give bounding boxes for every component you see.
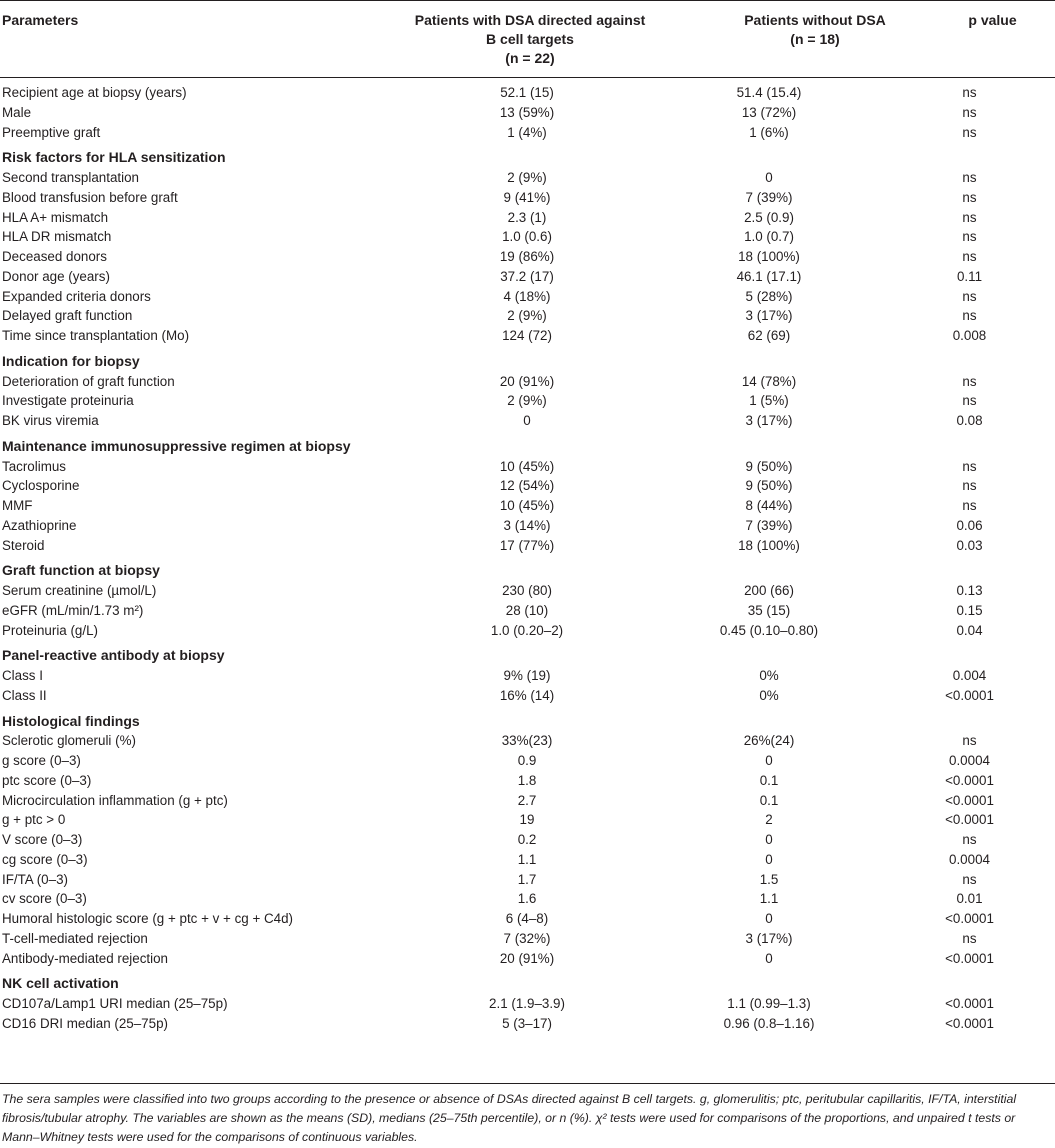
no-dsa-value: 7 (39%) (745, 189, 793, 205)
dsa-value: 9% (19) (503, 668, 551, 683)
p-value: ns (962, 373, 977, 389)
no-dsa-value: 200 (66) (744, 583, 794, 598)
dsa-value: 20 (91%) (499, 950, 555, 966)
row-label: ptc score (0–3) (2, 772, 92, 788)
row-label: V score (0–3) (2, 832, 83, 847)
table-row (0, 326, 1055, 346)
dsa-value: 230 (80) (502, 583, 552, 598)
row-label: CD16 DRI median (25–75p) (2, 1015, 168, 1031)
row-label: Male (2, 104, 32, 120)
table-row (0, 621, 1055, 641)
dsa-value: 1.7 (517, 871, 537, 887)
dsa-value: 12 (54%) (499, 478, 555, 494)
row-label: HLA DR mismatch (2, 229, 112, 245)
table-row (0, 929, 1055, 949)
row-label: HLA A+ mismatch (2, 209, 109, 225)
table-row (0, 83, 1055, 103)
table-row (0, 516, 1055, 536)
p-value: ns (962, 733, 977, 749)
no-dsa-value: 35 (15) (747, 602, 791, 618)
p-value: 0.15 (956, 602, 983, 618)
no-dsa-value: 0 (765, 851, 773, 867)
section-title: NK cell activation (2, 975, 119, 992)
header-p-value: p value (968, 12, 1017, 28)
p-value: <0.0001 (945, 911, 994, 926)
table-row (0, 810, 1055, 830)
header-rule (0, 77, 1055, 78)
p-value: 0.01 (956, 891, 983, 907)
p-value: ns (962, 393, 977, 409)
p-value: 0.03 (956, 537, 983, 553)
no-dsa-value: 0 (765, 950, 773, 966)
row-label: Sclerotic glomeruli (%) (2, 733, 136, 749)
header-dsa-n: (n = 22) (505, 50, 555, 66)
table-row (0, 666, 1055, 686)
header-dsa-line1: Patients with DSA directed against (414, 12, 646, 28)
table-row (0, 306, 1055, 326)
data-table-body (0, 83, 1055, 1034)
table-row (0, 247, 1055, 267)
p-value: ns (962, 229, 977, 245)
row-label: Class I (2, 668, 43, 683)
dsa-value: 2 (9%) (507, 308, 547, 324)
dsa-value: 124 (72) (502, 328, 552, 343)
section-title: Panel-reactive antibody at biopsy (2, 647, 225, 664)
row-label: Deterioration of graft function (2, 373, 175, 389)
dsa-value: 6 (4–8) (505, 911, 549, 926)
dsa-value: 33%(23) (501, 733, 553, 749)
dsa-value: 0 (523, 413, 531, 428)
table-row (0, 103, 1055, 123)
table-row (0, 287, 1055, 307)
table-row (0, 123, 1055, 143)
no-dsa-value: 0.1 (759, 772, 779, 788)
no-dsa-value: 3 (17%) (745, 930, 793, 946)
table-row (0, 949, 1055, 969)
p-value: <0.0001 (945, 996, 994, 1011)
row-label: Serum creatinine (µmol/L) (2, 583, 157, 598)
table-row (0, 372, 1055, 392)
header-nodsa-n: (n = 18) (790, 31, 840, 47)
no-dsa-value: 0 (765, 832, 773, 847)
p-value: 0.0004 (949, 851, 990, 867)
no-dsa-value: 51.4 (15.4) (736, 85, 802, 100)
no-dsa-value: 3 (17%) (745, 413, 793, 428)
dsa-value: 20 (91%) (499, 373, 555, 389)
table-row (0, 731, 1055, 751)
row-label: Class II (2, 687, 47, 703)
dsa-value: 13 (59%) (499, 104, 555, 120)
p-value: ns (962, 308, 977, 324)
header-nodsa-line1: Patients without DSA (744, 12, 886, 28)
p-value: ns (962, 170, 977, 185)
table-row (0, 751, 1055, 771)
p-value: <0.0001 (945, 772, 994, 788)
no-dsa-value: 0 (765, 911, 773, 926)
p-value: 0.04 (956, 622, 983, 638)
dsa-value: 0.2 (517, 832, 537, 847)
header-dsa-line2: B cell targets (486, 31, 574, 47)
table-row (0, 391, 1055, 411)
section-title: Risk factors for HLA sensitization (2, 149, 226, 166)
row-label: cv score (0–3) (2, 891, 87, 907)
p-value: ns (962, 498, 977, 513)
no-dsa-value: 0 (765, 753, 773, 768)
row-label: Expanded criteria donors (2, 288, 151, 304)
row-label: Time since transplantation (Mo) (2, 328, 190, 343)
no-dsa-value: 1.0 (0.7) (744, 229, 794, 245)
table-row (0, 1014, 1055, 1034)
dsa-value: 19 (519, 812, 535, 828)
p-value: 0.13 (956, 583, 983, 598)
table-row (0, 830, 1055, 850)
no-dsa-value: 1.1 (0.99–1.3) (727, 996, 811, 1011)
no-dsa-value: 3 (17%) (745, 308, 793, 324)
no-dsa-value: 1 (6%) (749, 124, 789, 140)
p-value: <0.0001 (945, 1015, 994, 1031)
section-header-row (0, 142, 1055, 168)
row-label: cg score (0–3) (2, 851, 88, 867)
top-rule (0, 0, 1055, 1)
table-row (0, 457, 1055, 477)
row-label: Antibody-mediated rejection (2, 950, 168, 966)
table-row (0, 476, 1055, 496)
row-label: Preemptive graft (2, 124, 101, 140)
dsa-value: 2.3 (1) (507, 209, 547, 225)
p-value: ns (962, 85, 977, 100)
table-row (0, 850, 1055, 870)
p-value: ns (962, 124, 977, 140)
section-title: Graft function at biopsy (2, 562, 160, 579)
bottom-rule (0, 1083, 1055, 1084)
dsa-value: 2 (9%) (507, 393, 547, 409)
table-row (0, 536, 1055, 556)
table-row (0, 227, 1055, 247)
table-row (0, 496, 1055, 516)
row-label: Donor age (years) (2, 268, 110, 284)
no-dsa-value: 18 (100%) (738, 537, 800, 553)
p-value: ns (962, 478, 977, 494)
dsa-value: 17 (77%) (499, 537, 555, 553)
table-row (0, 581, 1055, 601)
table-row (0, 267, 1055, 287)
data-table (0, 83, 1055, 1034)
table-row (0, 909, 1055, 929)
row-label: Investigate proteinuria (2, 393, 134, 409)
table-row (0, 870, 1055, 890)
no-dsa-value: 18 (100%) (738, 249, 800, 264)
table-row (0, 208, 1055, 228)
dsa-value: 52.1 (15) (500, 85, 554, 100)
section-title: Histological findings (2, 712, 140, 729)
no-dsa-value: 9 (50%) (745, 458, 793, 474)
dsa-value: 1.0 (0.6) (502, 229, 552, 245)
dsa-value: 1 (4%) (507, 124, 547, 140)
dsa-value: 0.9 (517, 753, 537, 768)
section-title: Maintenance immunosuppressive regimen at biopsy (2, 437, 351, 454)
p-value: <0.0001 (945, 812, 994, 828)
table-row (0, 994, 1055, 1014)
p-value: <0.0001 (945, 792, 994, 808)
p-value: 0.06 (956, 517, 983, 533)
no-dsa-value: 26%(24) (743, 733, 795, 749)
row-label: BK virus viremia (2, 413, 99, 428)
no-dsa-value: 1.1 (759, 891, 779, 907)
table-row (0, 771, 1055, 791)
dsa-value: 2 (9%) (507, 170, 547, 185)
row-label: Humoral histologic score (g + ptc + v + cg + C4d) (2, 911, 294, 926)
no-dsa-value: 0% (759, 687, 779, 703)
dsa-value: 4 (18%) (503, 288, 551, 304)
dsa-value: 1.1 (517, 851, 537, 867)
row-label: Deceased donors (2, 249, 107, 264)
row-label: MMF (2, 498, 33, 513)
table-row (0, 791, 1055, 811)
table-row (0, 686, 1055, 706)
row-label: g score (0–3) (2, 753, 81, 768)
table-footnote: The sera samples were classified into two groups according to the presence or absence of DSAs directed against B cell targets. g, glomerulitis; ptc, peritubular capillaritis, IF/TA, interstitial fibrosis/tubular atrophy. The variables are shown as the means (SD), medians (25–75th percentile), or n (%). χ² tests were used for comparisons of the proportions, and unpaired t tests or Mann–Whitney tests were used for the comparisons of continuous variables. (2, 1092, 1017, 1144)
dsa-value: 1.6 (517, 891, 537, 907)
dsa-value: 9 (41%) (503, 189, 551, 205)
row-label: Recipient age at biopsy (years) (2, 85, 187, 100)
row-label: CD107a/Lamp1 URI median (25–75p) (2, 996, 228, 1011)
no-dsa-value: 14 (78%) (741, 373, 797, 389)
dsa-value: 7 (32%) (503, 930, 551, 946)
header-nodsa-group (700, 11, 930, 49)
row-label: T-cell-mediated rejection (2, 930, 148, 946)
p-value: ns (962, 871, 977, 887)
no-dsa-value: 0.96 (0.8–1.16) (723, 1015, 815, 1031)
no-dsa-value: 9 (50%) (745, 478, 793, 494)
dsa-value: 2.1 (1.9–3.9) (489, 996, 565, 1011)
row-label: eGFR (mL/min/1.73 m²) (2, 602, 144, 618)
dsa-value: 10 (45%) (499, 498, 555, 513)
row-label: Azathioprine (2, 517, 77, 533)
table-row (0, 168, 1055, 188)
p-value: 0.11 (956, 268, 983, 284)
section-header-row (0, 640, 1055, 666)
dsa-value: 16% (14) (499, 687, 555, 703)
row-label: g + ptc > 0 (2, 812, 66, 828)
row-label: Proteinuria (g/L) (2, 622, 99, 638)
p-value: 0.004 (952, 668, 987, 683)
no-dsa-value: 7 (39%) (745, 517, 793, 533)
p-value: 0.08 (956, 413, 983, 428)
row-label: Tacrolimus (2, 458, 66, 474)
no-dsa-value: 0% (759, 668, 779, 683)
p-value: <0.0001 (945, 687, 994, 703)
no-dsa-value: 0 (765, 170, 773, 185)
row-label: Delayed graft function (2, 308, 133, 324)
section-header-row (0, 346, 1055, 372)
p-value: <0.0001 (945, 950, 994, 966)
dsa-value: 1.0 (0.20–2) (490, 622, 564, 638)
header-dsa-group (360, 11, 700, 68)
table-row (0, 411, 1055, 431)
dsa-value: 10 (45%) (499, 458, 555, 474)
p-value: 0.008 (952, 328, 987, 343)
p-value: ns (962, 249, 977, 264)
p-value: ns (962, 209, 977, 225)
section-title: Indication for biopsy (2, 352, 140, 369)
no-dsa-value: 1 (5%) (749, 393, 789, 409)
dsa-value: 3 (14%) (503, 517, 551, 533)
row-label: Second transplantation (2, 170, 139, 185)
no-dsa-value: 2.5 (0.9) (744, 209, 794, 225)
table-row (0, 601, 1055, 621)
p-value: ns (962, 288, 977, 304)
p-value: ns (962, 189, 977, 205)
section-header-row (0, 706, 1055, 732)
dsa-value: 2.7 (517, 792, 537, 808)
no-dsa-value: 0.1 (759, 792, 779, 808)
p-value: 0.0004 (949, 753, 990, 768)
header-parameters: Parameters (2, 12, 79, 28)
no-dsa-value: 1.5 (759, 871, 779, 887)
row-label: IF/TA (0–3) (2, 871, 68, 887)
no-dsa-value: 62 (69) (747, 328, 791, 343)
row-label: Blood transfusion before graft (2, 189, 178, 205)
p-value: ns (962, 458, 977, 474)
no-dsa-value: 46.1 (17.1) (736, 268, 802, 284)
row-label: Microcirculation inflammation (g + ptc) (2, 792, 228, 808)
no-dsa-value: 0.45 (0.10–0.80) (719, 622, 819, 638)
dsa-value: 5 (3–17) (502, 1015, 552, 1031)
no-dsa-value: 8 (44%) (745, 498, 793, 513)
dsa-value: 1.8 (517, 772, 537, 788)
dsa-value: 37.2 (17) (500, 268, 554, 284)
table-row (0, 889, 1055, 909)
no-dsa-value: 5 (28%) (745, 288, 793, 304)
no-dsa-value: 13 (72%) (741, 104, 797, 120)
dsa-value: 28 (10) (505, 602, 549, 618)
p-value: ns (962, 104, 977, 120)
section-header-row (0, 555, 1055, 581)
row-label: Steroid (2, 537, 45, 553)
row-label: Cyclosporine (2, 478, 80, 494)
p-value: ns (962, 930, 977, 946)
no-dsa-value: 2 (765, 812, 773, 828)
p-value: ns (962, 832, 977, 847)
table-row (0, 188, 1055, 208)
dsa-value: 19 (86%) (499, 249, 555, 264)
section-header-row (0, 431, 1055, 457)
section-header-row (0, 968, 1055, 994)
